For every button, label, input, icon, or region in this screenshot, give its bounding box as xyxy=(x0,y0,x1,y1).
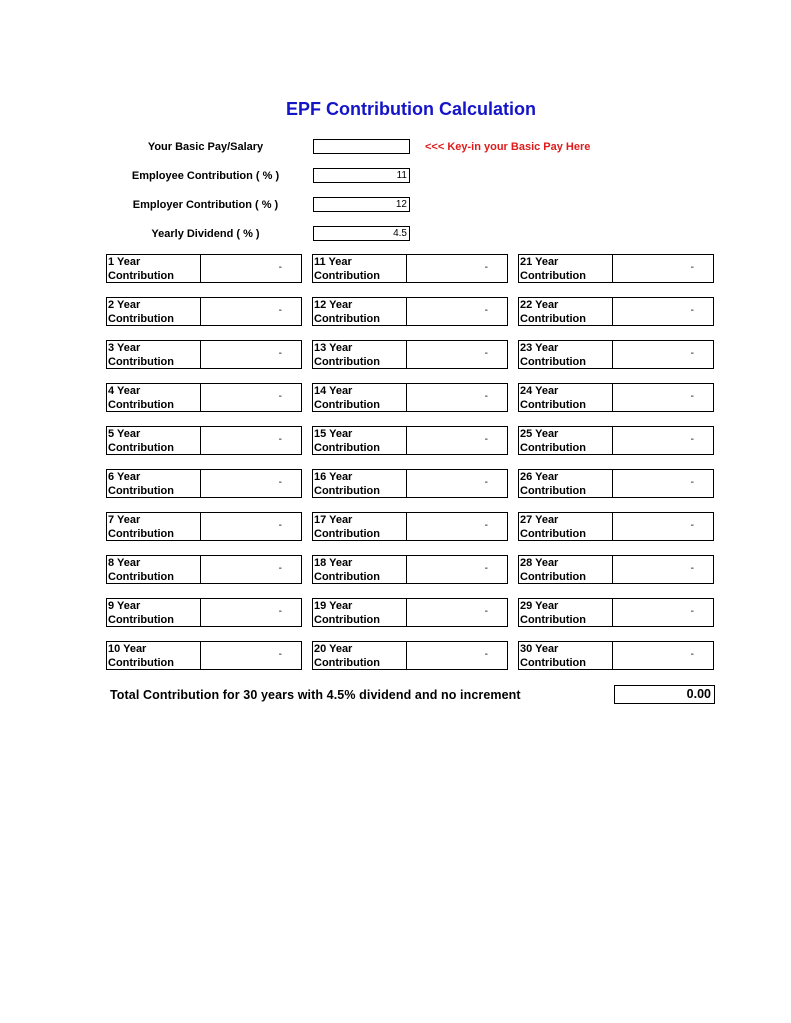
year-contribution-cell xyxy=(518,297,714,326)
year-label: 24 Year xyxy=(520,385,559,397)
year-label: 29 Year xyxy=(520,600,559,612)
contribution-label: Contribution xyxy=(314,313,380,325)
year-label: 30 Year xyxy=(520,643,559,655)
year-contribution-label xyxy=(108,384,201,411)
year-contribution-value: - xyxy=(484,305,488,316)
year-contribution-label xyxy=(108,255,201,282)
year-contribution-cell xyxy=(312,254,508,283)
year-contribution-value: - xyxy=(278,520,282,531)
year-contribution-value: - xyxy=(690,434,694,445)
year-contribution-label xyxy=(314,513,407,540)
contribution-label: Contribution xyxy=(314,485,380,497)
year-label: 8 Year xyxy=(108,557,141,569)
year-contribution-value: - xyxy=(690,477,694,488)
contribution-label: Contribution xyxy=(314,657,380,669)
year-contribution-value: - xyxy=(278,434,282,445)
year-contribution-cell xyxy=(106,512,302,541)
year-contribution-cell xyxy=(518,512,714,541)
year-contribution-value: - xyxy=(278,348,282,359)
employee-contribution-input[interactable] xyxy=(313,168,410,183)
year-contribution-cell xyxy=(312,297,508,326)
employer-contribution-label: Employer Contribution ( % ) xyxy=(132,199,279,211)
year-label: 28 Year xyxy=(520,557,559,569)
yearly-dividend-label: Yearly Dividend ( % ) xyxy=(151,228,260,240)
year-contribution-cell xyxy=(518,598,714,627)
year-contribution-label xyxy=(520,470,613,497)
year-contribution-cell xyxy=(106,340,302,369)
year-contribution-label xyxy=(520,341,613,368)
year-contribution-value: - xyxy=(278,649,282,660)
year-label: 6 Year xyxy=(108,471,141,483)
contribution-label: Contribution xyxy=(314,442,380,454)
year-contribution-value: - xyxy=(484,477,488,488)
year-label: 7 Year xyxy=(108,514,141,526)
contribution-label: Contribution xyxy=(520,399,586,411)
year-contribution-value: - xyxy=(690,563,694,574)
year-contribution-label xyxy=(520,513,613,540)
year-contribution-cell xyxy=(312,555,508,584)
year-contribution-label xyxy=(314,298,407,325)
year-contribution-cell xyxy=(518,555,714,584)
contribution-label: Contribution xyxy=(520,313,586,325)
year-contribution-label xyxy=(314,341,407,368)
contribution-label: Contribution xyxy=(108,614,174,626)
year-contribution-label xyxy=(314,255,407,282)
year-contribution-cell xyxy=(518,469,714,498)
year-contribution-cell xyxy=(106,469,302,498)
year-contribution-label xyxy=(520,427,613,454)
year-contribution-label xyxy=(108,470,201,497)
contribution-label: Contribution xyxy=(314,270,380,282)
year-contribution-cell xyxy=(518,340,714,369)
year-contribution-label xyxy=(108,298,201,325)
yearly-dividend-input[interactable] xyxy=(313,226,410,241)
year-contribution-label xyxy=(108,513,201,540)
contribution-label: Contribution xyxy=(314,571,380,583)
year-label: 4 Year xyxy=(108,385,141,397)
year-contribution-label xyxy=(108,556,201,583)
employee-contribution-label: Employee Contribution ( % ) xyxy=(131,170,280,182)
year-contribution-label xyxy=(520,599,613,626)
contribution-label: Contribution xyxy=(314,356,380,368)
year-label: 10 Year xyxy=(108,643,147,655)
year-contribution-value: - xyxy=(690,348,694,359)
year-contribution-label xyxy=(108,427,201,454)
contribution-label: Contribution xyxy=(108,571,174,583)
year-contribution-label xyxy=(108,341,201,368)
year-label: 26 Year xyxy=(520,471,559,483)
year-contribution-value: - xyxy=(484,348,488,359)
year-contribution-value: - xyxy=(278,477,282,488)
contribution-label: Contribution xyxy=(108,485,174,497)
year-label: 22 Year xyxy=(520,299,559,311)
year-contribution-cell xyxy=(106,297,302,326)
year-contribution-label xyxy=(520,642,613,669)
year-contribution-value: - xyxy=(484,434,488,445)
year-contribution-cell xyxy=(106,426,302,455)
contribution-label: Contribution xyxy=(520,270,586,282)
employer-contribution-input[interactable] xyxy=(313,197,410,212)
year-contribution-value: - xyxy=(484,649,488,660)
contribution-label: Contribution xyxy=(108,657,174,669)
contribution-label: Contribution xyxy=(520,571,586,583)
year-contribution-cell xyxy=(518,383,714,412)
year-label: 19 Year xyxy=(314,600,353,612)
contribution-label: Contribution xyxy=(520,528,586,540)
year-contribution-label xyxy=(314,470,407,497)
year-contribution-label xyxy=(314,599,407,626)
year-label: 12 Year xyxy=(314,299,353,311)
basic-pay-label: Your Basic Pay/Salary xyxy=(147,141,264,153)
year-contribution-cell xyxy=(312,598,508,627)
year-contribution-value: - xyxy=(690,262,694,273)
year-contribution-label xyxy=(314,427,407,454)
year-contribution-label xyxy=(520,298,613,325)
contribution-label: Contribution xyxy=(520,442,586,454)
year-contribution-label xyxy=(314,642,407,669)
year-contribution-value: - xyxy=(278,305,282,316)
year-label: 25 Year xyxy=(520,428,559,440)
year-contribution-value: - xyxy=(690,606,694,617)
total-contribution-label: Total Contribution for 30 years with 4.5% dividend and no increment xyxy=(110,688,521,702)
contribution-label: Contribution xyxy=(520,356,586,368)
contribution-label: Contribution xyxy=(314,399,380,411)
year-label: 13 Year xyxy=(314,342,353,354)
contribution-label: Contribution xyxy=(108,399,174,411)
year-label: 9 Year xyxy=(108,600,141,612)
basic-pay-input[interactable] xyxy=(313,139,410,154)
year-contribution-cell xyxy=(312,512,508,541)
contribution-label: Contribution xyxy=(314,528,380,540)
year-contribution-cell xyxy=(312,426,508,455)
year-contribution-value: - xyxy=(484,606,488,617)
contribution-label: Contribution xyxy=(108,442,174,454)
year-contribution-value: - xyxy=(690,305,694,316)
year-contribution-cell xyxy=(312,383,508,412)
year-label: 2 Year xyxy=(108,299,141,311)
contribution-label: Contribution xyxy=(520,614,586,626)
year-label: 21 Year xyxy=(520,256,559,268)
year-contribution-cell xyxy=(106,383,302,412)
year-contribution-cell xyxy=(312,641,508,670)
year-contribution-cell xyxy=(106,254,302,283)
year-contribution-cell xyxy=(106,641,302,670)
year-contribution-value: - xyxy=(278,563,282,574)
year-label: 27 Year xyxy=(520,514,559,526)
year-contribution-value: - xyxy=(690,520,694,531)
contribution-label: Contribution xyxy=(108,528,174,540)
year-label: 1 Year xyxy=(108,256,141,268)
year-contribution-label xyxy=(314,384,407,411)
year-contribution-cell xyxy=(106,598,302,627)
year-label: 20 Year xyxy=(314,643,353,655)
contribution-label: Contribution xyxy=(314,614,380,626)
year-contribution-value: - xyxy=(278,262,282,273)
year-contribution-cell xyxy=(312,340,508,369)
year-label: 3 Year xyxy=(108,342,141,354)
year-label: 17 Year xyxy=(314,514,353,526)
contribution-label: Contribution xyxy=(108,313,174,325)
year-contribution-value: - xyxy=(484,520,488,531)
contribution-label: Contribution xyxy=(108,270,174,282)
year-contribution-label xyxy=(108,599,201,626)
year-contribution-value: - xyxy=(690,649,694,660)
basic-pay-hint: <<< Key-in your Basic Pay Here xyxy=(425,141,591,153)
year-label: 18 Year xyxy=(314,557,353,569)
year-contribution-cell xyxy=(518,426,714,455)
year-contribution-value: - xyxy=(690,391,694,402)
total-contribution-value: 0.00 xyxy=(614,685,715,704)
year-contribution-value: - xyxy=(484,262,488,273)
year-label: 11 Year xyxy=(314,256,352,268)
year-contribution-cell xyxy=(312,469,508,498)
year-contribution-label xyxy=(108,642,201,669)
contribution-label: Contribution xyxy=(520,657,586,669)
year-contribution-label xyxy=(520,384,613,411)
contribution-label: Contribution xyxy=(108,356,174,368)
year-contribution-label xyxy=(520,255,613,282)
year-label: 14 Year xyxy=(314,385,353,397)
year-contribution-value: - xyxy=(278,606,282,617)
year-contribution-label xyxy=(314,556,407,583)
year-contribution-value: - xyxy=(278,391,282,402)
page-title: EPF Contribution Calculation xyxy=(286,99,536,119)
year-contribution-label xyxy=(520,556,613,583)
year-contribution-cell xyxy=(518,641,714,670)
year-label: 23 Year xyxy=(520,342,559,354)
year-contribution-value: - xyxy=(484,391,488,402)
year-contribution-value: - xyxy=(484,563,488,574)
year-label: 15 Year xyxy=(314,428,353,440)
year-contribution-cell xyxy=(106,555,302,584)
year-label: 5 Year xyxy=(108,428,141,440)
year-contribution-cell xyxy=(518,254,714,283)
contribution-label: Contribution xyxy=(520,485,586,497)
year-label: 16 Year xyxy=(314,471,353,483)
